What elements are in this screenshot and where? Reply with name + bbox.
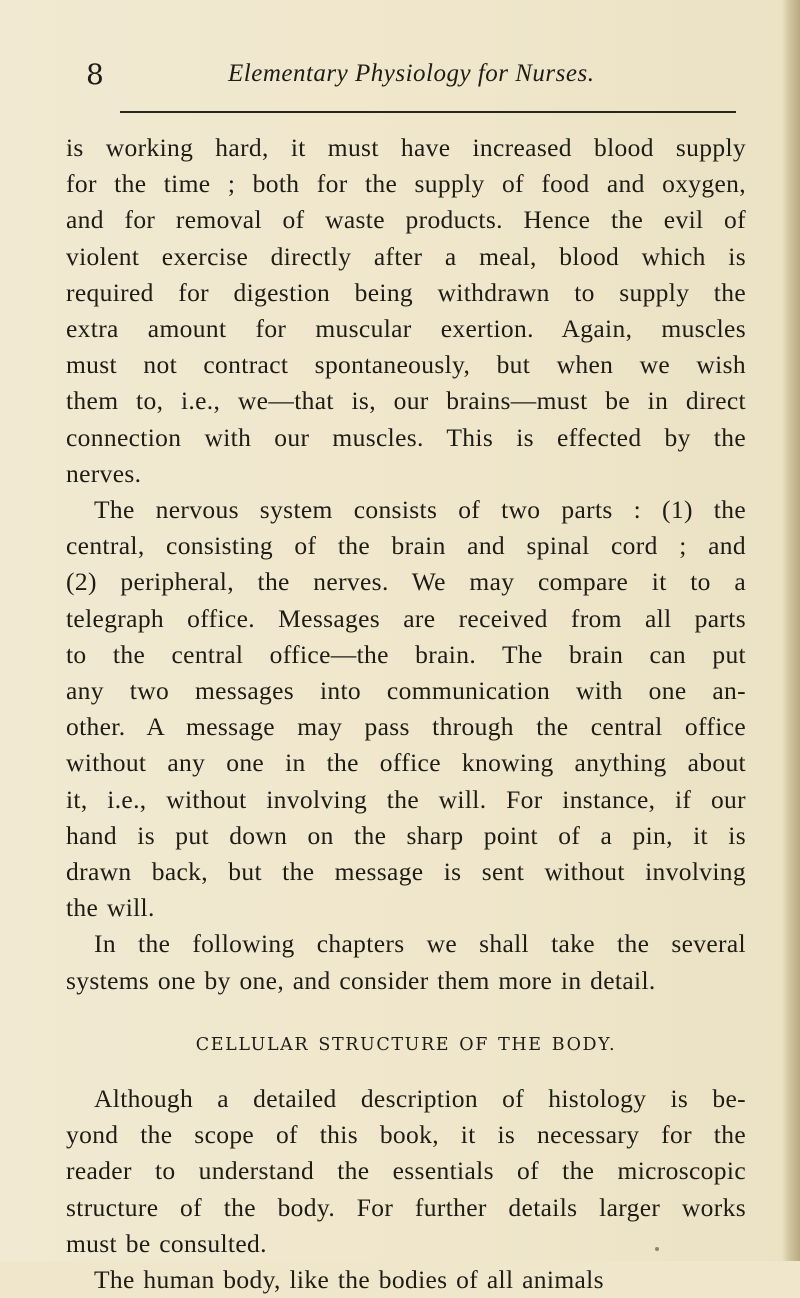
text-line: it, i.e., without involving the will. For instance, if our (66, 784, 746, 814)
text-line: In the following chapters we shall take the several (94, 929, 746, 959)
body-text (66, 130, 746, 1298)
text-line: and for removal of waste products. Hence the evil of (66, 205, 746, 235)
page-edge-shadow (782, 0, 800, 1261)
text-line: Although a detailed description of histology is be- (94, 1084, 746, 1114)
text-line: any two messages into communication with one an- (66, 676, 746, 706)
text-line: must be consulted. (66, 1228, 267, 1258)
page-number: 8 (86, 58, 104, 91)
paragraph (66, 1262, 746, 1298)
text-line: to the central office—the brain. The brain can put (66, 639, 746, 669)
text-line: The human body, like the bodies of all animals (94, 1265, 604, 1295)
text-line: without any one in the office knowing anything about (66, 748, 746, 778)
text-line: the will. (66, 893, 155, 923)
text-line: (2) peripheral, the nerves. We may compare it to a (66, 567, 746, 597)
paragraph-group-intro (66, 130, 746, 999)
header-rule (120, 111, 736, 113)
paragraph-group-section (66, 1081, 746, 1298)
text-line: connection with our muscles. This is effected by the (66, 422, 746, 452)
text-line: must not contract spontaneously, but when we wish (66, 350, 746, 380)
paragraph (66, 926, 746, 998)
text-line: extra amount for muscular exertion. Again, muscles (66, 314, 746, 344)
section-heading: CELLULAR STRUCTURE OF THE BODY. (195, 1034, 617, 1055)
paragraph (66, 1081, 746, 1262)
text-line: is working hard, it must have increased blood supply (66, 133, 746, 162)
text-line: The nervous system consists of two parts : (1) the (94, 495, 746, 525)
text-line: hand is put down on the sharp point of a pin, it is (66, 820, 746, 850)
text-line: required for digestion being withdrawn to supply the (66, 277, 746, 307)
paper-speck (655, 1247, 659, 1251)
text-line: nerves. (66, 458, 142, 488)
text-line: systems one by one, and consider them more in detail. (66, 965, 656, 995)
text-line: other. A message may pass through the central office (66, 712, 746, 742)
text-line: telegraph office. Messages are received from all parts (66, 603, 746, 633)
text-line: yond the scope of this book, it is necessary for the (66, 1120, 746, 1150)
page-header (0, 56, 800, 96)
text-line: violent exercise directly after a meal, blood which is (66, 241, 746, 271)
text-line: them to, i.e., we—that is, our brains—must be in direct (66, 386, 746, 416)
running-title: Elementary Physiology for Nurses. (228, 60, 595, 87)
text-line: structure of the body. For further details larger works (66, 1192, 746, 1222)
text-line: for the time ; both for the supply of food and oxygen, (66, 169, 746, 199)
text-line: central, consisting of the brain and spinal cord ; and (66, 531, 746, 561)
text-line: reader to understand the essentials of the microscopic (66, 1156, 746, 1186)
paragraph (66, 492, 746, 926)
paragraph (66, 130, 746, 492)
text-line: drawn back, but the message is sent without involving (66, 857, 746, 887)
